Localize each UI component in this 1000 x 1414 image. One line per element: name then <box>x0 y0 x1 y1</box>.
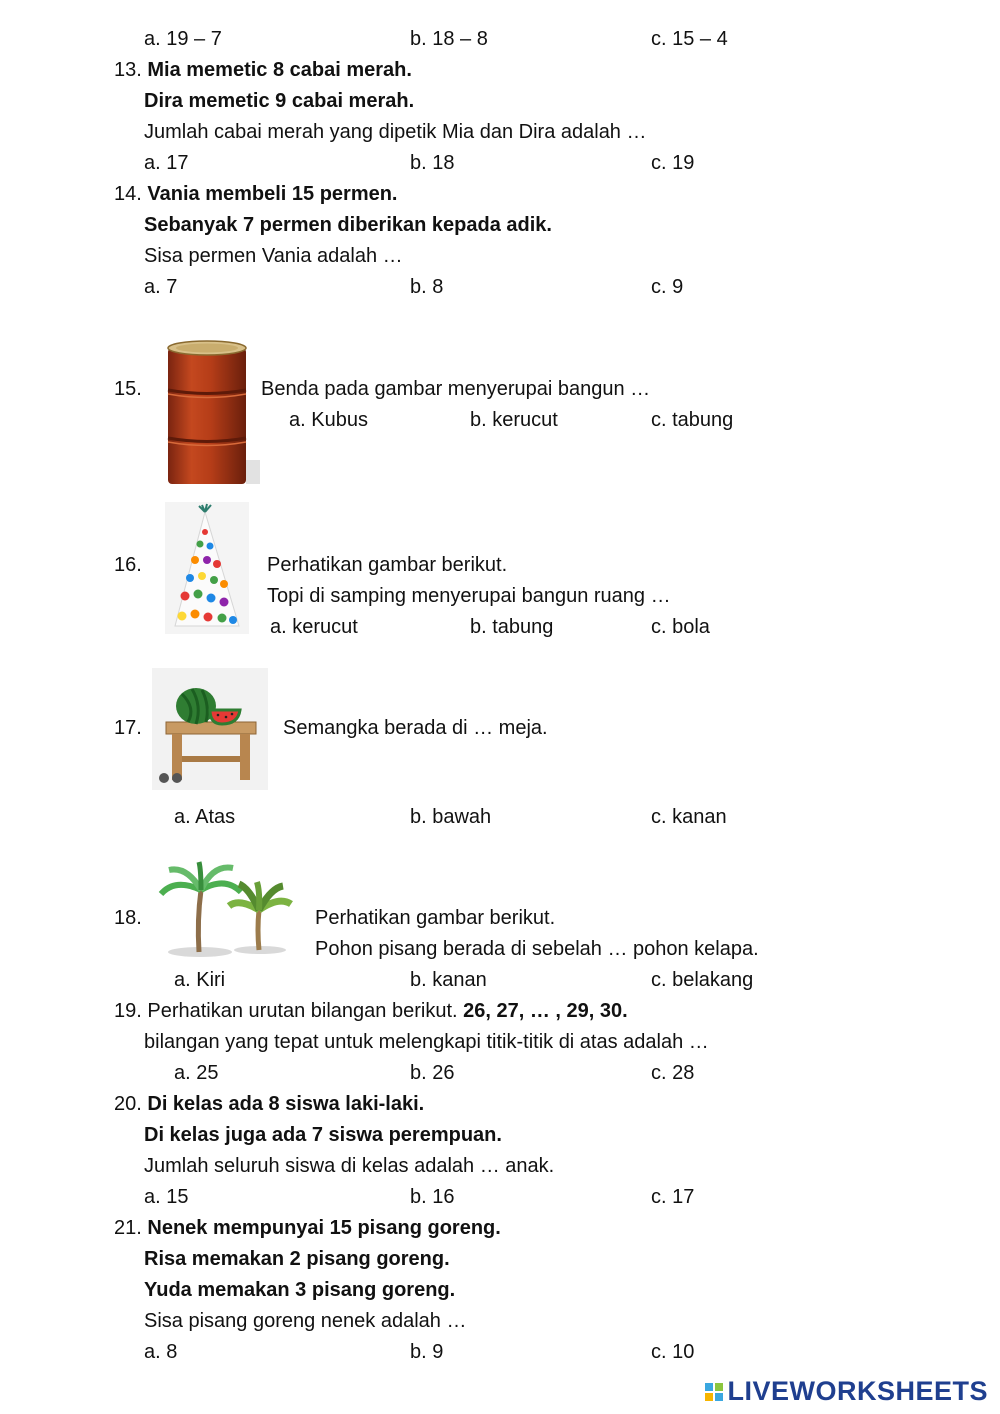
q20-number: 20. <box>114 1093 142 1115</box>
q19-prefix: 19. Perhatikan urutan bilangan berikut. <box>114 1000 458 1022</box>
q21-line1: Nenek mempunyai 15 pisang goreng. <box>147 1217 501 1239</box>
q18-option-b[interactable]: b. kanan <box>410 969 487 991</box>
q14-option-a[interactable]: a. 7 <box>144 276 178 298</box>
q15-option-c[interactable]: c. tabung <box>651 409 734 431</box>
q20-line3: Jumlah seluruh siswa di kelas adalah … anak. <box>144 1155 555 1177</box>
q14-line3: Sisa permen Vania adalah … <box>144 245 403 267</box>
q21-line2: Risa memakan 2 pisang goreng. <box>144 1248 450 1270</box>
q15-text: Benda pada gambar menyerupai bangun … <box>261 378 651 400</box>
q21-question <box>114 1216 501 1240</box>
liveworksheets-logo-icon <box>705 1383 723 1401</box>
q14-line1: Vania membeli 15 permen. <box>147 183 398 205</box>
coconut-and-banana-trees-image <box>155 860 297 960</box>
q20-option-c[interactable]: c. 17 <box>651 1186 695 1208</box>
q20-line2: Di kelas juga ada 7 siswa perempuan. <box>144 1124 502 1146</box>
q18-option-a[interactable]: a. Kiri <box>174 969 226 991</box>
q14-question <box>114 182 398 206</box>
q12-option-b[interactable]: b. 18 – 8 <box>410 28 488 50</box>
q21-option-a[interactable]: a. 8 <box>144 1341 178 1363</box>
q15-number: 15. <box>114 378 142 400</box>
q16-option-a[interactable]: a. kerucut <box>270 616 358 638</box>
q16-option-b[interactable]: b. tabung <box>470 616 554 638</box>
q18-number: 18. <box>114 907 142 929</box>
q17-number: 17. <box>114 717 142 739</box>
q14-line2: Sebanyak 7 permen diberikan kepada adik. <box>144 214 552 236</box>
q21-number: 21. <box>114 1217 142 1239</box>
q15-option-b[interactable]: b. kerucut <box>470 409 558 431</box>
q12-option-a[interactable]: a. 19 – 7 <box>144 28 222 50</box>
q13-line3: Jumlah cabai merah yang dipetik Mia dan Dira adalah … <box>144 121 647 143</box>
q17-option-b[interactable]: b. bawah <box>410 806 492 828</box>
q16-line1: Perhatikan gambar berikut. <box>267 554 508 576</box>
q21-line3: Yuda memakan 3 pisang goreng. <box>144 1279 456 1301</box>
q18-option-c[interactable]: c. belakang <box>651 969 754 991</box>
q19-line2: bilangan yang tepat untuk melengkapi titik-titik di atas adalah … <box>144 1031 709 1053</box>
q17-option-a[interactable]: a. Atas <box>174 806 236 828</box>
q19-option-a[interactable]: a. 25 <box>174 1062 219 1084</box>
q19-question <box>114 999 628 1023</box>
liveworksheets-logo-text: LIVEWORKSHEETS <box>727 1376 988 1406</box>
q16-number: 16. <box>114 554 142 576</box>
q15-option-a[interactable]: a. Kubus <box>289 409 368 431</box>
q13-question <box>114 58 412 82</box>
q13-option-c[interactable]: c. 19 <box>651 152 695 174</box>
q20-option-b[interactable]: b. 16 <box>410 1186 455 1208</box>
q13-option-b[interactable]: b. 18 <box>410 152 455 174</box>
q17-option-c[interactable]: c. kanan <box>651 806 727 828</box>
q14-option-b[interactable]: b. 8 <box>410 276 444 298</box>
q12-option-c[interactable]: c. 15 – 4 <box>651 28 728 50</box>
q21-line4: Sisa pisang goreng nenek adalah … <box>144 1310 467 1332</box>
q19-sequence: 26, 27, … , 29, 30. <box>463 1000 628 1022</box>
q13-number: 13. <box>114 59 142 81</box>
q16-option-c[interactable]: c. bola <box>651 616 710 638</box>
q19-option-c[interactable]: c. 28 <box>651 1062 695 1084</box>
q19-option-b[interactable]: b. 26 <box>410 1062 455 1084</box>
q20-question <box>114 1092 424 1116</box>
q13-line2: Dira memetic 9 cabai merah. <box>144 90 415 112</box>
liveworksheets-logo[interactable] <box>705 1376 988 1407</box>
q14-number: 14. <box>114 183 142 205</box>
q18-line2: Pohon pisang berada di sebelah … pohon kelapa. <box>315 938 759 960</box>
q21-option-c[interactable]: c. 10 <box>651 1341 695 1363</box>
q16-line2: Topi di samping menyerupai bangun ruang … <box>267 585 671 607</box>
q20-line1: Di kelas ada 8 siswa laki-laki. <box>147 1093 425 1115</box>
party-hat-image <box>165 502 249 634</box>
q14-option-c[interactable]: c. 9 <box>651 276 684 298</box>
q18-line1: Perhatikan gambar berikut. <box>315 907 556 929</box>
q20-option-a[interactable]: a. 15 <box>144 1186 189 1208</box>
q21-option-b[interactable]: b. 9 <box>410 1341 444 1363</box>
watermelon-table-image <box>152 668 268 790</box>
q17-text: Semangka berada di … meja. <box>283 717 548 739</box>
barrel-image <box>158 340 262 490</box>
q13-option-a[interactable]: a. 17 <box>144 152 189 174</box>
q13-line1: Mia memetic 8 cabai merah. <box>147 59 412 81</box>
